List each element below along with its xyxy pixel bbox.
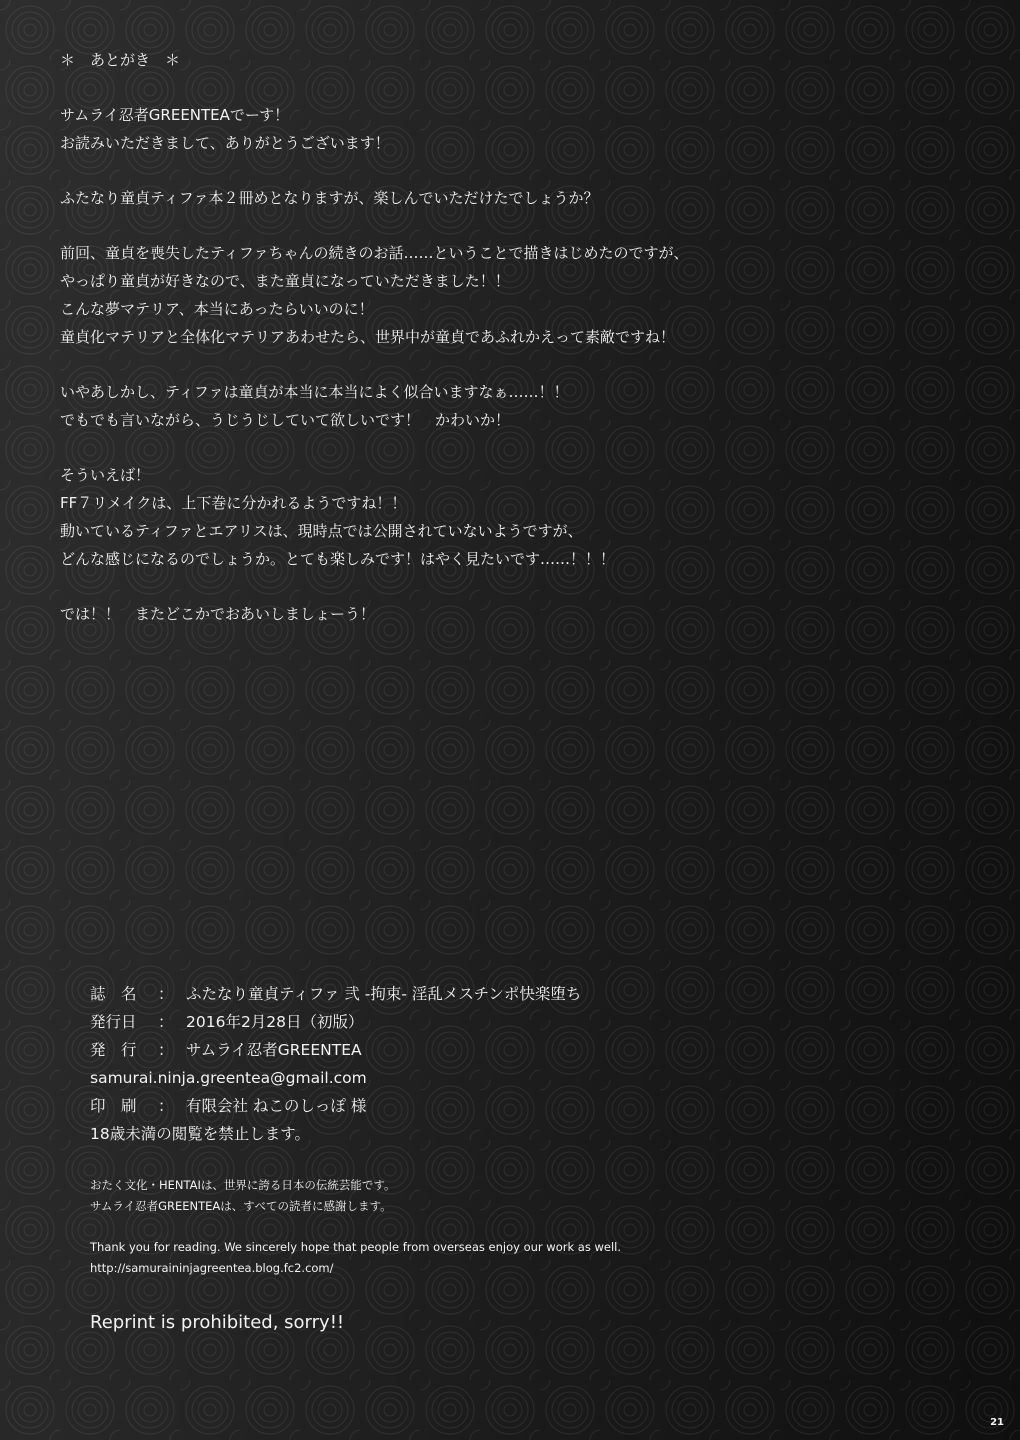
afterword-paragraph [60,239,960,351]
colophon-date-label: 発行日 [90,1013,137,1031]
afterword-paragraph [60,378,960,434]
note-culture-line: おたく文化・HENTAIは、世界に誇る日本の伝統芸能です。 [90,1178,396,1192]
colophon-title-row [90,980,890,1008]
colophon-age-notice: 18歳未満の閲覧を禁止します。 [90,1125,310,1143]
colophon-publisher-row [90,1036,890,1064]
colophon-age-row [90,1120,890,1148]
afterword-line: いやあしかし、ティファは童貞が本当に本当によく似合いますなぁ……！！ [60,383,569,401]
afterword-line: どんな感じになるのでしょうか。とても楽しみです！はやく見たいです……！！！ [60,550,616,568]
page-number: 21 [990,1417,1004,1428]
afterword-line: でもでも言いながら、うじうじしていて欲しいです！ かわいか！ [60,411,511,429]
colophon [90,980,890,1148]
afterword-line: では！！ またどこかでおあいしましょーう！ [60,605,376,623]
notes-japanese [90,1175,890,1217]
afterword-line: お読みいただきまして、ありがとうございます！ [60,134,390,152]
colophon-printer-value: 有限会社 ねこのしっぽ 様 [186,1097,367,1115]
colophon-publisher-label: 発 行 [90,1041,137,1059]
afterword-paragraph [60,184,960,212]
afterword-line: 前回、童貞を喪失したティファちゃんの続きのお話……ということで描きはじめたのですが、 [60,244,689,262]
afterword-line: こんな夢マテリア、本当にあったらいいのに！ [60,300,374,318]
afterword-paragraph [60,461,960,573]
afterword-paragraph [60,101,960,157]
colophon-title-value: ふたなり童貞ティファ 弐 -拘束- 淫乱メスチンポ快楽堕ち [186,985,582,1003]
colophon-title-label: 誌 名 [90,985,137,1003]
note-english-thanks: Thank you for reading. We sincerely hope that people from overseas enjoy our work as well. [90,1240,622,1254]
blog-url: http://samuraininjagreentea.blog.fc2.com/ [90,1261,334,1275]
colophon-separator: ： [158,985,174,1003]
colophon-separator: ： [158,1041,174,1059]
afterword-line: 動いているティファとエアリスは、現時点では公開されていないようですが、 [60,522,583,540]
reprint-notice: Reprint is prohibited, sorry!! [90,1312,345,1333]
afterword-paragraph [60,600,960,628]
afterword-line: 童貞化マテリアと全体化マテリアあわせたら、世界中が童貞であふれかえって素敵ですね！ [60,328,676,346]
note-thanks-line: サムライ忍者GREENTEAは、すべての読者に感謝します。 [90,1199,392,1213]
afterword-line: そういえば！ [60,466,151,484]
afterword-section [60,46,960,655]
afterword-title: ＊ あとがき ＊ [60,51,181,69]
colophon-email-row [90,1064,890,1092]
colophon-separator: ： [158,1013,174,1031]
afterword-line: サムライ忍者GREENTEAでーす！ [60,106,290,124]
afterword-line: FF７リメイクは、上下巻に分かれるようですね！！ [60,494,407,512]
afterword-body [60,101,960,628]
notes-english [90,1237,890,1279]
colophon-date-value: 2016年2月28日（初版） [186,1013,364,1031]
afterword-line: ふたなり童貞ティファ本２冊めとなりますが、楽しんでいただけたでしょうか？ [60,189,599,207]
colophon-printer-label: 印 刷 [90,1097,137,1115]
colophon-email: samurai.ninja.greentea@gmail.com [90,1069,367,1087]
colophon-publisher-value: サムライ忍者GREENTEA [186,1041,362,1059]
afterword-line: やっぱり童貞が好きなので、また童貞になっていただきました！！ [60,272,510,290]
colophon-printer-row [90,1092,890,1120]
colophon-separator: ： [158,1097,174,1115]
colophon-date-row [90,1008,890,1036]
